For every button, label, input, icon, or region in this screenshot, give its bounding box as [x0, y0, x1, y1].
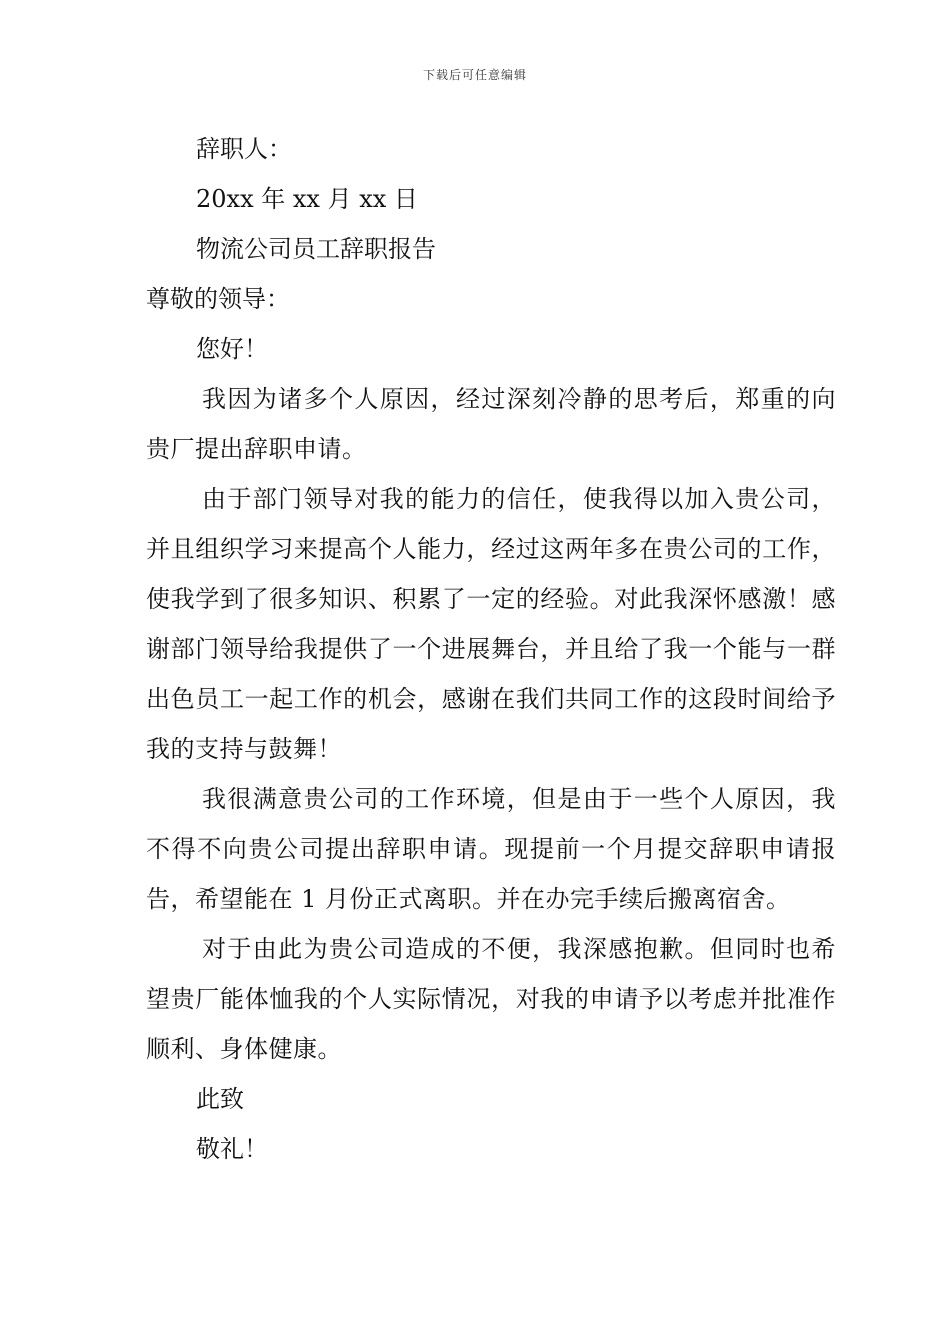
salutation: 尊敬的领导：	[146, 285, 290, 313]
paragraph-3: 我很满意贵公司的工作环境，但是由于一些个人原因，我不得不向贵公司提出辞职申请。现提前一个月提交辞职申请报告，希望能在 1 月份正式离职。并在办完手续后搬离宿舍。	[146, 785, 836, 913]
header-note: 下载后可任意编辑	[422, 68, 527, 82]
closing-regards: 此致	[196, 1085, 244, 1113]
paragraph-4: 对于由此为贵公司造成的不便，我深感抱歉。但同时也希望贵厂能体恤我的个人实际情况，对我的申请予以考虑并批准作顺利、身体健康。	[146, 935, 836, 1063]
paragraph-1: 我因为诸多个人原因，经过深刻冷静的思考后，郑重的向贵厂提出辞职申请。	[146, 385, 836, 463]
letter-title: 物流公司员工辞职报告	[196, 235, 436, 263]
greeting: 您好！	[196, 335, 268, 363]
paragraph-2: 由于部门领导对我的能力的信任，使我得以加入贵公司，并且组织学习来提高个人能力，经过这两年多在贵公司的工作，使我学到了很多知识、积累了一定的经验。对此我深怀感激！感谢部门领导给我提供了一个进展舞台，并且给了我一个能与一群出色员工一起工作的机会，感谢在我们共同工作的这段时间给予我的支持与鼓舞！	[146, 485, 836, 763]
letter-body	[146, 124, 836, 1174]
closing-salute: 敬礼！	[196, 1135, 268, 1163]
letter-date: 20xx 年 xx 月 xx 日	[196, 185, 418, 213]
resigner-label: 辞职人：	[196, 135, 292, 163]
